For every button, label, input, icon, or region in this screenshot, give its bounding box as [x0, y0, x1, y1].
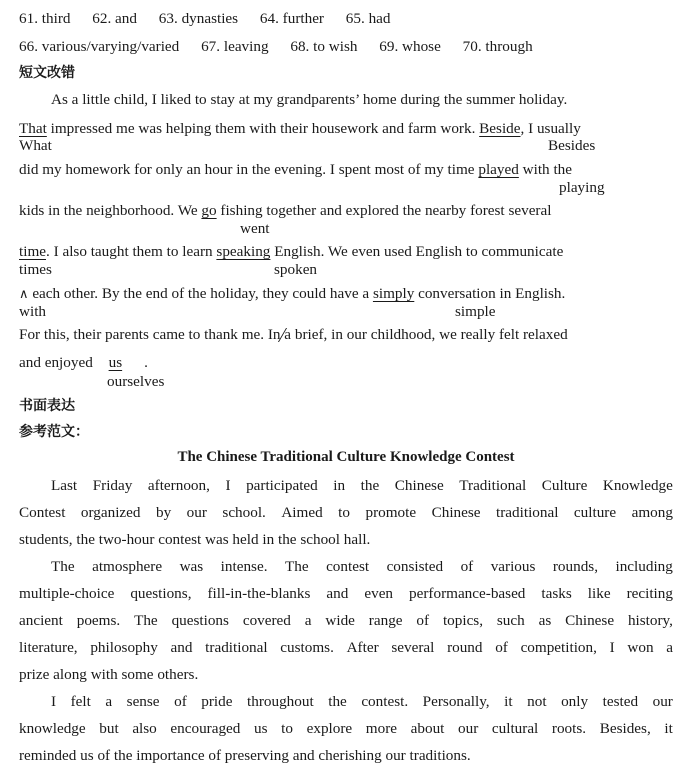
essay-word: a: [105, 693, 113, 710]
essay-word: philosophy: [90, 639, 158, 656]
essay-word: by: [156, 504, 172, 521]
essay-line: [19, 558, 673, 576]
essay-word: Knowledge: [602, 477, 673, 494]
essay-word: Contest: [19, 504, 66, 521]
passage-text: with the: [518, 161, 572, 178]
essay-word: covered: [242, 612, 291, 629]
correction-what: What: [19, 137, 52, 154]
essay-word: sense: [126, 693, 160, 710]
passage-text: . I also taught them to learn: [46, 243, 217, 260]
passage-text: brief, in our childhood, we really felt relaxed: [291, 326, 568, 343]
answer-63: 63. dynasties: [158, 10, 239, 27]
essay-word: competition,: [520, 639, 597, 656]
essay-word: performance-based: [409, 585, 526, 602]
essay-word: The: [134, 612, 158, 629]
essay-word: to: [338, 504, 350, 521]
essay-word: Culture: [541, 477, 588, 494]
passage-text: , I usually: [520, 120, 581, 137]
essay-word: knowledge: [19, 720, 86, 737]
essay-word: multiple-choice: [19, 585, 115, 602]
section-heading-writing: 书面表达: [19, 398, 75, 414]
essay-word: intense.: [220, 558, 268, 575]
passage-line-4: [19, 202, 673, 220]
essay-word: as: [538, 612, 552, 629]
essay-word: the: [328, 693, 347, 710]
essay-word: contest.: [361, 693, 409, 710]
essay-word: questions,: [130, 585, 192, 602]
essay-word: tested: [602, 693, 639, 710]
essay-word: a: [304, 612, 312, 629]
passage-line-7: [19, 326, 673, 344]
insertion-caret-icon: ∧: [19, 287, 29, 302]
essay-line: [19, 720, 673, 738]
essay-word: cultural: [491, 720, 539, 737]
passage-line-5: [19, 243, 673, 261]
essay-word: Chinese: [431, 504, 481, 521]
passage-line-6: [19, 285, 673, 304]
error-word: simply: [372, 285, 415, 302]
essay-word: more: [365, 720, 398, 737]
correction-with: with: [19, 303, 47, 320]
essay-word: of: [460, 558, 474, 575]
passage-line-1: As a little child, I liked to stay at my grandparents’ home during the summer holiday.: [51, 91, 568, 108]
deleted-word: a: [284, 326, 292, 343]
essay-word: wide: [325, 612, 355, 629]
essay-title: The Chinese Traditional Culture Knowledge Contest: [177, 449, 515, 465]
essay-word: literature,: [19, 639, 78, 656]
essay-word: The: [51, 558, 75, 575]
essay-word: traditional: [496, 504, 559, 521]
essay-line: [19, 477, 673, 495]
essay-word: not: [527, 693, 547, 710]
essay-word: history,: [627, 612, 673, 629]
essay-word: contest: [326, 558, 370, 575]
essay-word: Last: [51, 477, 78, 494]
answer-69: 69. whose: [379, 38, 441, 55]
essay-word: Aimed: [281, 504, 323, 521]
essay-word: Traditional: [459, 477, 527, 494]
essay-word: I: [609, 639, 615, 656]
essay-word: participated: [246, 477, 318, 494]
correction-went: went: [240, 220, 270, 237]
essay-word: about: [410, 720, 445, 737]
passage-text: .: [144, 354, 148, 371]
passage-text: impressed me was helping them with their housework and farm work.: [46, 120, 480, 137]
passage-text: kids in the neighborhood. We: [19, 202, 202, 219]
essay-word: throughout: [247, 693, 314, 710]
essay-word: I: [51, 693, 57, 710]
essay-word: several: [391, 639, 435, 656]
essay-word: ancient: [19, 612, 63, 629]
essay-word: our: [458, 720, 479, 737]
essay-word: it: [504, 693, 513, 710]
error-word: us: [108, 354, 123, 371]
essay-word: afternoon,: [147, 477, 210, 494]
essay-word: the: [360, 477, 380, 494]
essay-word: and: [326, 585, 349, 602]
essay-word: school.: [222, 504, 266, 521]
essay-word: it: [664, 720, 673, 737]
error-word: go: [201, 202, 217, 219]
essay-word: consisted: [386, 558, 444, 575]
answer-62: 62. and: [92, 10, 137, 27]
essay-word: of: [416, 612, 430, 629]
essay-word: to: [281, 720, 293, 737]
essay-word: was: [179, 558, 204, 575]
answer-64: 64. further: [259, 10, 324, 27]
error-word: That: [19, 120, 47, 137]
essay-word: Chinese: [394, 477, 444, 494]
passage-line-2: [19, 120, 673, 138]
essay-word: only: [561, 693, 589, 710]
essay-word: After: [346, 639, 379, 656]
passage-text: conversation in English.: [414, 285, 566, 302]
answer-67: 67. leaving: [201, 38, 269, 55]
essay-word: topics,: [442, 612, 484, 629]
essay-word: and: [170, 639, 193, 656]
passage-text: did my homework for only an hour in the evening. I spent most of my time: [19, 161, 479, 178]
section-heading-error-correction: 短文改错: [19, 65, 75, 81]
correction-besides: Besides: [548, 137, 596, 154]
essay-word: our: [652, 693, 673, 710]
essay-word: organized: [80, 504, 141, 521]
essay-line: prize along with some others.: [19, 666, 199, 683]
essay-word: including: [615, 558, 673, 575]
essay-word: Chinese: [565, 612, 615, 629]
essay-word: a: [666, 639, 673, 656]
essay-word: Personally,: [422, 693, 490, 710]
essay-line: [19, 639, 673, 657]
correction-spoken: spoken: [274, 261, 318, 278]
essay-word: tasks: [541, 585, 572, 602]
error-word: time: [19, 243, 46, 260]
essay-word: such: [496, 612, 525, 629]
essay-word: fill-in-the-blanks: [207, 585, 311, 602]
essay-word: won: [627, 639, 654, 656]
essay-word: various: [490, 558, 536, 575]
essay-line: reminded us of the importance of preserving and cherishing our traditions.: [19, 747, 471, 764]
essay-word: traditional: [205, 639, 268, 656]
passage-line-8: [19, 354, 673, 372]
error-word: played: [478, 161, 519, 178]
essay-word: felt: [70, 693, 91, 710]
essay-word: explore: [306, 720, 353, 737]
passage-text: fishing together and explored the nearby forest several: [216, 202, 552, 219]
essay-word: roots.: [551, 720, 587, 737]
essay-word: pride: [201, 693, 233, 710]
essay-word: Besides,: [599, 720, 651, 737]
essay-word: promote: [365, 504, 417, 521]
correction-playing: playing: [559, 179, 605, 196]
essay-line: [19, 612, 673, 630]
essay-word: rounds,: [552, 558, 599, 575]
essay-word: even: [364, 585, 394, 602]
passage-text: English. We even used English to communicate: [270, 243, 564, 260]
essay-line: [19, 693, 673, 711]
answers-line-1: [19, 10, 673, 28]
essay-word: reciting: [626, 585, 673, 602]
passage-text: and enjoyed: [19, 354, 97, 371]
essay-word: but: [99, 720, 119, 737]
essay-line: [19, 504, 673, 522]
passage-line-3: [19, 161, 673, 179]
essay-word: among: [631, 504, 673, 521]
essay-word: culture: [573, 504, 617, 521]
essay-word: Friday: [92, 477, 133, 494]
essay-word: us: [254, 720, 268, 737]
essay-word: atmosphere: [92, 558, 163, 575]
answer-66: 66. various/varying/varied: [19, 38, 180, 55]
error-word: Beside: [479, 120, 521, 137]
essay-word: like: [587, 585, 611, 602]
correction-simple: simple: [455, 303, 496, 320]
essay-word: our: [186, 504, 207, 521]
essay-word: round: [447, 639, 483, 656]
essay-word: poems.: [76, 612, 121, 629]
answer-68: 68. to wish: [290, 38, 358, 55]
essay-word: in: [333, 477, 346, 494]
correction-times: times: [19, 261, 52, 278]
essay-word: encouraged: [170, 720, 241, 737]
answer-70: 70. through: [462, 38, 533, 55]
essay-word: of: [174, 693, 187, 710]
essay-word: range: [368, 612, 403, 629]
error-word: speaking: [216, 243, 271, 260]
section-heading-sample: 参考范文：: [19, 424, 89, 440]
essay-line: students, the two-hour contest was held in the school hall.: [19, 531, 371, 548]
essay-word: also: [132, 720, 157, 737]
essay-word: I: [225, 477, 231, 494]
answer-65: 65. had: [345, 10, 391, 27]
correction-ourselves: ourselves: [107, 373, 165, 390]
answers-line-2: [19, 38, 673, 56]
passage-text: each other. By the end of the holiday, they could have a: [28, 285, 373, 302]
essay-word: customs.: [280, 639, 334, 656]
essay-line: [19, 585, 673, 603]
essay-word: The: [284, 558, 309, 575]
essay-word: of: [495, 639, 508, 656]
passage-text: For this, their parents came to thank me. In: [19, 326, 285, 343]
essay-word: questions: [171, 612, 229, 629]
answer-61: 61. third: [19, 10, 71, 27]
